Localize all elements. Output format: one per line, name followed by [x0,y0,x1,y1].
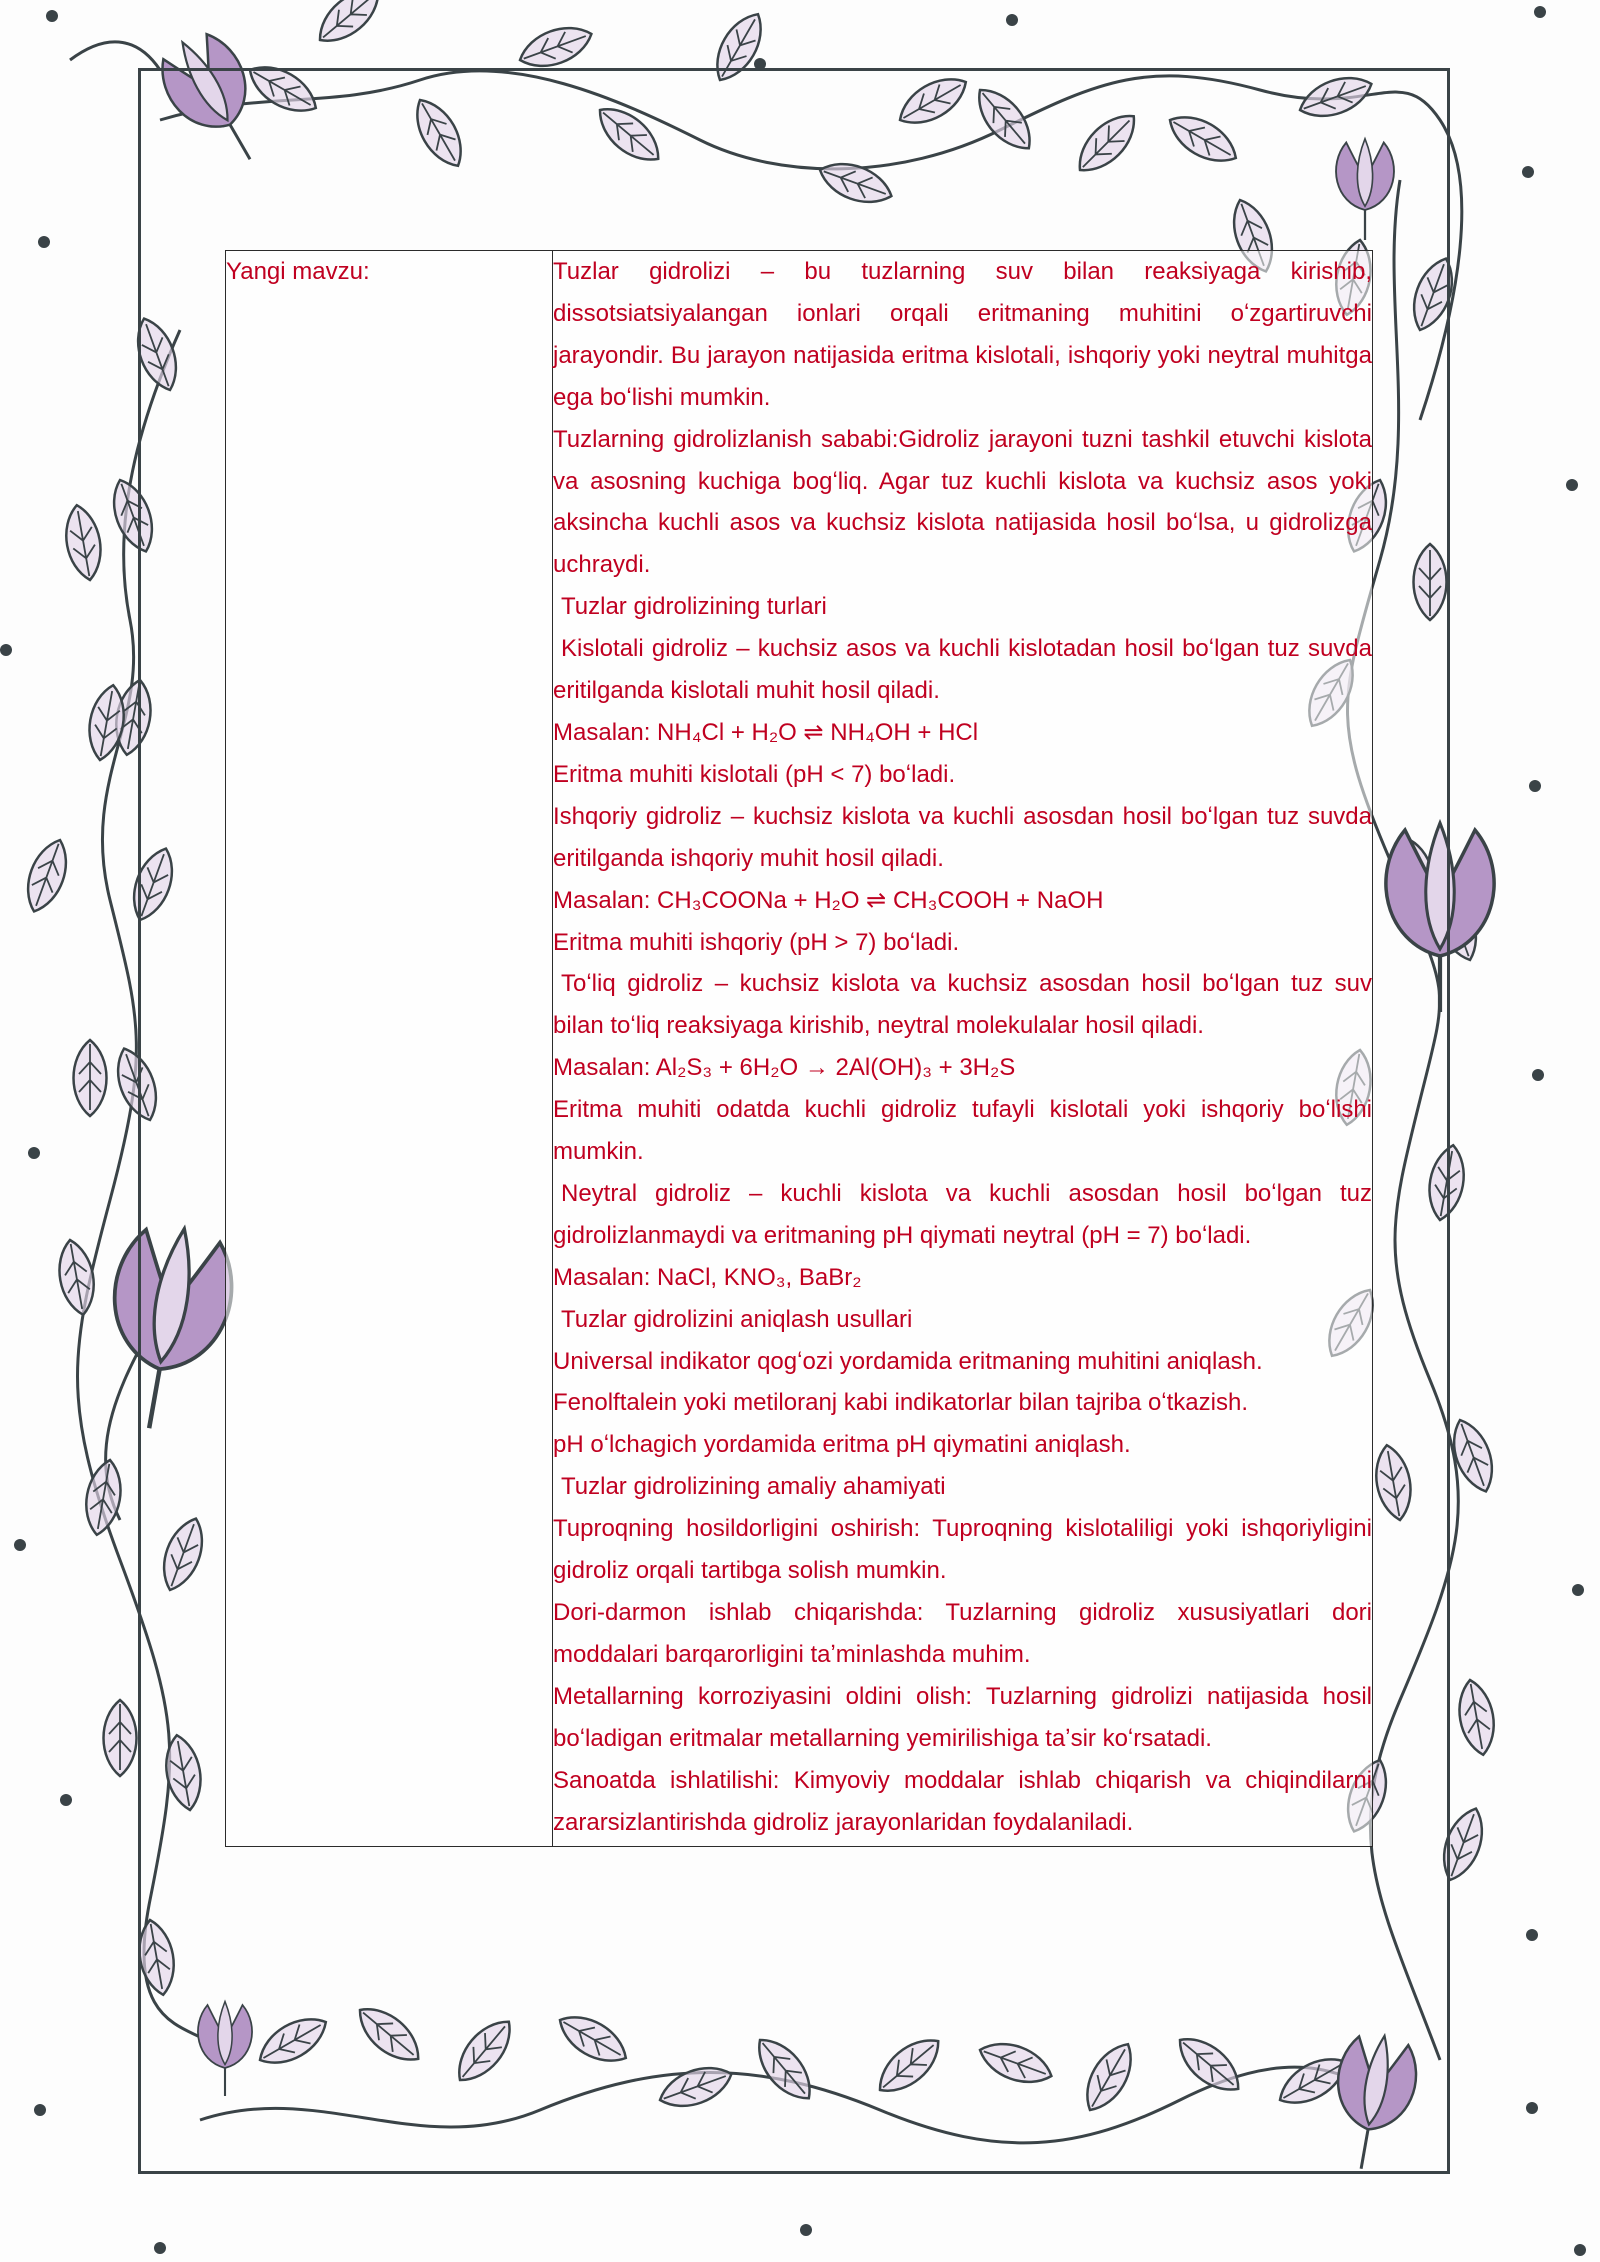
dot-icon [38,236,50,248]
leaf-icon [19,834,76,917]
section-heading: Tuzlar gidrolizining amaliy ahamiyati [561,1473,946,1501]
topic-label: Yangi mavzu: [226,251,553,1847]
example-line: Masalan: NaCl, KNO₃, BaBr₂ [553,1263,862,1291]
example-line: Masalan: CH₃COONa + H₂O ⇌ CH₃COOH + NaOH [553,886,1104,914]
dot-icon [1522,166,1534,178]
application-item: Dori-darmon ishlab chiqarishda: Tuzlarning gidroliz xususiyatlari dori moddalari barqarorligini taʼminlashda muhim. [553,1599,1372,1668]
result-line: Eritma muhiti odatda kuchli gidroliz tufayli kislotali yoki ishqoriy boʻlishi mumkin. [553,1096,1372,1166]
result-line: Eritma muhiti ishqoriy (pH > 7) boʻladi. [553,928,960,956]
dot-icon [1006,14,1018,26]
cause-paragraph: Tuzlarning gidrolizlanish sababi:Gidroliz jarayoni tuzni tashkil etuvchi kislota va asosning kuchiga bogʻliq. Agar tuz kuchli kislota va kuchsiz asos yoki aksincha kuchli asos va kuchsiz kislota natijasida hosil boʻlsa, u gidrolizga uchraydi. [553,425,1372,579]
application-item: Metallarning korroziyasini oldini olish: Tuzlarning gidrolizi natijasida hosil boʻladigan eritmalar metallarning yemirilishiga taʼsir koʻrsatadi. [553,1682,1372,1752]
dot-icon [1534,6,1546,18]
dot-icon [1526,2102,1538,2114]
example-line: Masalan: NH₄Cl + H₂O ⇌ NH₄OH + HCl [553,718,979,746]
dot-icon [60,1794,72,1806]
leaf-icon [81,1457,127,1538]
dot-icon [34,2104,46,2116]
dot-icon [1529,780,1541,792]
leaf-icon [61,502,107,583]
leaf-icon [1454,1677,1500,1758]
leaf-icon [514,19,597,76]
application-item: Sanoatda ishlatilishi: Kimyoviy moddalar ishlab chiqarish va chiqindilarni zararsizlantirishda gidroliz jarayonlaridan foydalaniladi. [553,1766,1372,1836]
vine-stem [70,42,160,70]
dot-icon [14,1539,26,1551]
dot-icon [1574,2244,1586,2256]
leaf-icon [309,0,388,53]
leaf-icon [104,1700,137,1776]
dot-icon [154,2242,166,2254]
dot-icon [28,1147,40,1159]
dot-icon [1526,1929,1538,1941]
method-item: Fenolftalein yoki metiloranj kabi indikatorlar bilan tajriba oʻtkazish. [553,1389,1249,1417]
dot-icon [1532,1069,1544,1081]
definition-paragraph: Tuzlar gidrolizi – bu tuzlarning suv bilan reaksiyaga kirishib, dissotsiatsiyalangan ionlari orqali eritmaning muhitini oʻzgartiruvchi jarayondir. Bu jarayon natijasida eritma kislotali, ishqoriy yoki neytral muhitga ega boʻlishi mumkin. [553,258,1372,411]
table-row [226,251,1373,1847]
method-item: pH oʻlchagich yordamida eritma pH qiymatini aniqlash. [553,1431,1131,1459]
dot-icon [800,2224,812,2236]
dot-icon [46,10,58,22]
example-line: Masalan: Al₂S₃ + 6H₂O → 2Al(OH)₃ + 3H₂S [553,1054,1016,1082]
dot-icon [0,644,12,656]
method-item: Universal indikator qogʻozi yordamida eritmaning muhitini aniqlash. [553,1347,1263,1375]
section-heading: Tuzlar gidrolizini aniqlash usullari [561,1305,913,1333]
acidic-hydrolysis-paragraph: Kislotali gidroliz – kuchsiz asos va kuchli kislotadan hosil boʻlgan tuz suvda eritilganda kislotali muhit hosil qiladi. [553,635,1372,705]
leaf-icon [74,1040,107,1116]
dot-icon [1572,1584,1584,1596]
lesson-table [225,250,1373,1847]
leaf-icon [54,1237,100,1318]
alkaline-hydrolysis-paragraph: Ishqoriy gidroliz – kuchsiz kislota va kuchli asosdan hosil boʻlgan tuz suvda eritilganda ishqoriy muhit hosil qiladi. [553,802,1372,872]
topic-content [553,251,1373,1847]
dot-icon [1566,479,1578,491]
application-item: Tuproqning hosildorligini oshirish: Tuproqning kislotaliligi yoki ishqoriyligini gidroliz orqali tartibga solish mumkin. [553,1515,1372,1585]
result-line: Eritma muhiti kislotali (pH < 7) boʻladi. [553,760,956,788]
complete-hydrolysis-paragraph: Toʻliq gidroliz – kuchsiz kislota va kuchsiz asosdan hosil boʻlgan tuz suv bilan toʻliq reaksiyaga kirishib, neytral molekulalar hosil qiladi. [553,970,1372,1040]
section-heading: Tuzlar gidrolizining turlari [561,593,827,621]
neutral-hydrolysis-paragraph: Neytral gidroliz – kuchli kislota va kuchli asosdan hosil boʻlgan tuz gidrolizlanmaydi va eritmaning pH qiymati neytral (pH = 7) boʻladi. [553,1179,1372,1249]
